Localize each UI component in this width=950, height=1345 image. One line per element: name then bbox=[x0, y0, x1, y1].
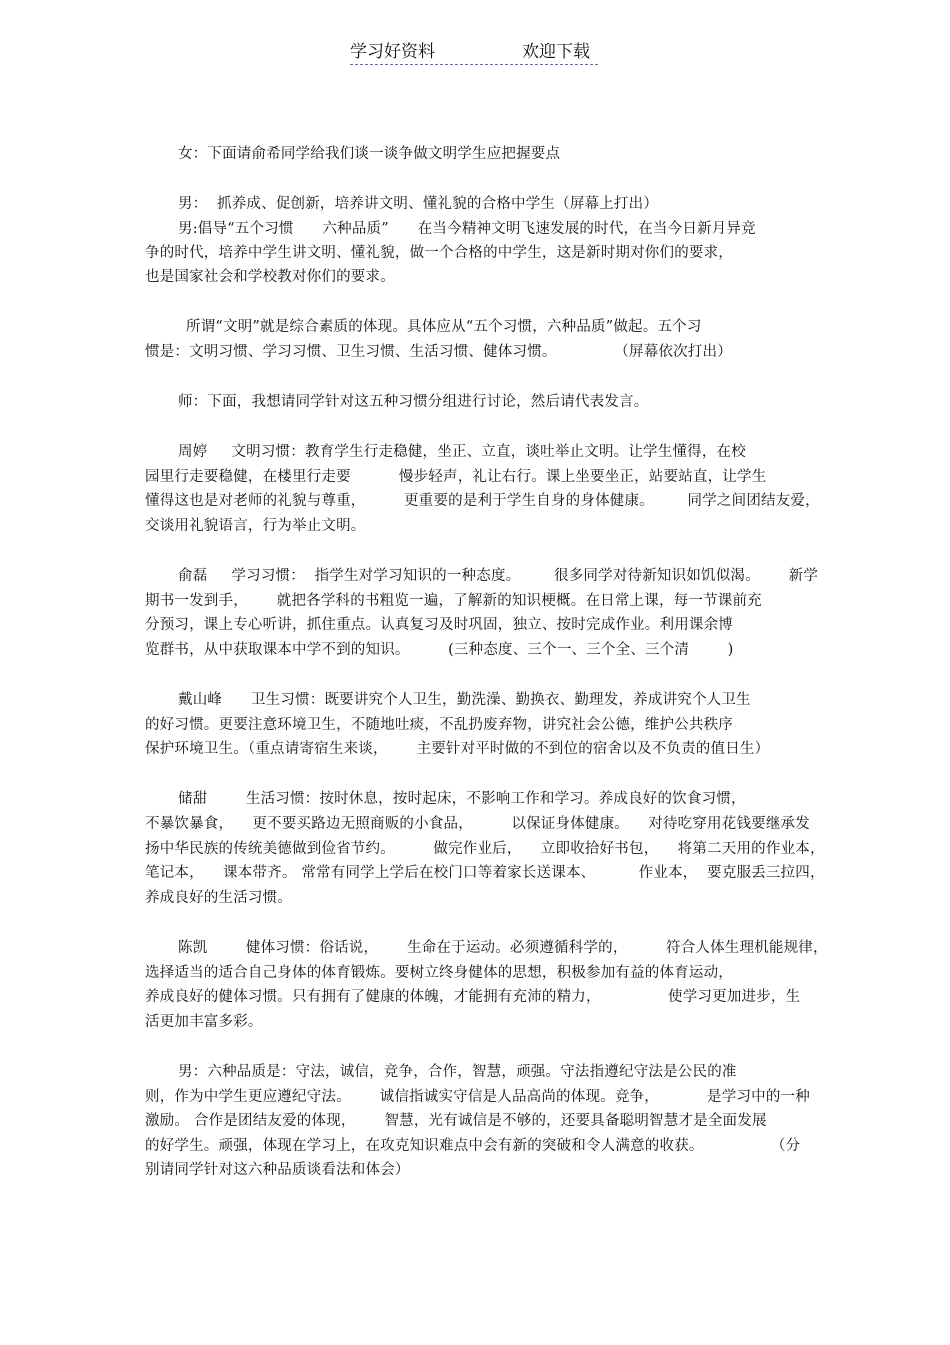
header-left-text: 学习好资料 bbox=[350, 42, 435, 62]
page-header bbox=[350, 40, 598, 65]
paragraph-line: 园里行走要稳健，在楼里行走要 慢步轻声，礼让右行。课上坐要坐正，站要站直，让学生 bbox=[145, 469, 767, 485]
paragraph-line: 活更加丰富多彩。 bbox=[145, 1014, 263, 1030]
paragraph-line: 懂得这也是对老师的礼貌与尊重， 更重要的是利于学生自身的身体健康。 同学之间团结友爱， bbox=[145, 493, 820, 509]
paragraph-line: 储甜 生活习惯：按时休息，按时起床，不影响工作和学习。养成良好的饮食习惯， bbox=[178, 791, 746, 807]
paragraph-line: 所谓“文明”就是综合素质的体现。具体应从“五个习惯，六种品质”做起。五个习 bbox=[186, 319, 702, 335]
paragraph-line: 男：六种品质是：守法，诚信，竞争，合作，智慧，顽强。守法指遵纪守法是公民的准 bbox=[178, 1064, 737, 1080]
paragraph-line: 争的时代，培养中学生讲文明、懂礼貌，做一个合格的中学生，这是新时期对你们的要求， bbox=[145, 245, 733, 261]
paragraph-line: 览群书，从中获取课本中学不到的知识。 (三种态度、三个一、三个全、三个清 ) bbox=[145, 642, 734, 658]
paragraph-line: 养成良好的健体习惯。只有拥有了健康的体魄，才能拥有充沛的精力， 使学习更加进步，生 bbox=[145, 989, 801, 1005]
paragraph-line: 养成良好的生活习惯。 bbox=[145, 890, 292, 906]
paragraph-line: 笔记本， 课本带齐。 常常有同学上学后在校门口等着家长送课本、 作业本， 要克服丢三拉四， bbox=[145, 865, 825, 881]
paragraph-line: 也是国家社会和学校教对你们的要求。 bbox=[145, 269, 395, 285]
paragraph-line: 期书一发到手， 就把各学科的书粗览一遍，了解新的知识梗概。在日常上课，每一节课前充 bbox=[145, 593, 762, 609]
paragraph-line: 激励。 合作是团结友爱的体现， 智慧，光有诚信是不够的，还要具备聪明智慧才是全面发展 bbox=[145, 1113, 767, 1129]
paragraph-line: 则，作为中学生更应遵纪守法。 诚信指诚实守信是人品高尚的体现。竞争， 是学习中的一种 bbox=[145, 1089, 810, 1105]
paragraph-line: 的好习惯。更要注意环境卫生，不随地吐痰，不乱扔废弃物，讲究社会公德，维护公共秩序 bbox=[145, 717, 733, 733]
paragraph-line: 陈凯 健体习惯：俗话说， 生命在于运动。必须遵循科学的， 符合人体生理机能规律， bbox=[178, 940, 828, 956]
paragraph-line: 保护环境卫生。（重点请寄宿生来谈， 主要针对平时做的不到位的宿舍以及不负责的值日生） bbox=[145, 741, 770, 757]
paragraph-line: 周婷 文明习惯：教育学生行走稳健，坐正、立直，谈吐举止文明。让学生懂得，在校 bbox=[178, 444, 746, 460]
paragraph-line: 扬中华民族的传统美德做到俭省节约。 做完作业后， 立即收拾好书包， 将第二天用的作业本， bbox=[145, 841, 825, 857]
paragraph-line: 男:倡导“五个习惯 六种品质” 在当今精神文明飞速发展的时代，在当今日新月异竞 bbox=[178, 221, 756, 237]
paragraph-line: 师：下面，我想请同学针对这五种习惯分组进行讨论，然后请代表发言。 bbox=[178, 394, 649, 410]
paragraph-line: 选择适当的适合自己身体的体育锻炼。要树立终身健体的思想，积极参加有益的体育运动， bbox=[145, 965, 733, 981]
paragraph-line: 分预习，课上专心听讲，抓住重点。认真复习及时巩固，独立、按时完成作业。利用课余博 bbox=[145, 617, 733, 633]
paragraph-line: 别请同学针对这六种品质谈看法和体会） bbox=[145, 1162, 410, 1178]
paragraph-line: 女：下面请俞希同学给我们谈一谈争做文明学生应把握要点 bbox=[178, 146, 561, 162]
paragraph-line: 戴山峰 卫生习惯：既要讲究个人卫生，勤洗澡、勤换衣、勤理发，养成讲究个人卫生 bbox=[178, 692, 751, 708]
paragraph-line: 惯是：文明习惯、学习习惯、卫生习惯、生活习惯、健体习惯。 （屏幕依次打出） bbox=[145, 344, 732, 360]
paragraph-line: 不暴饮暴食， 更不要买路边无照商贩的小食品， 以保证身体健康。 对待吃穿用花钱要继承发 bbox=[145, 816, 810, 832]
paragraph-line: 俞磊 学习习惯： 指学生对学习知识的一种态度。 很多同学对待新知识如饥似渴。 新学 bbox=[178, 568, 819, 584]
paragraph-line: 的好学生。顽强，体现在学习上，在攻克知识难点中会有新的突破和令人满意的收获。 （分 bbox=[145, 1138, 801, 1154]
header-right-text: 欢迎下载 bbox=[522, 42, 590, 62]
paragraph-line: 交谈用礼貌语言，行为举止文明。 bbox=[145, 518, 366, 534]
paragraph-line: 男： 抓养成、促创新，培养讲文明、懂礼貌的合格中学生（屏幕上打出） bbox=[178, 196, 659, 212]
